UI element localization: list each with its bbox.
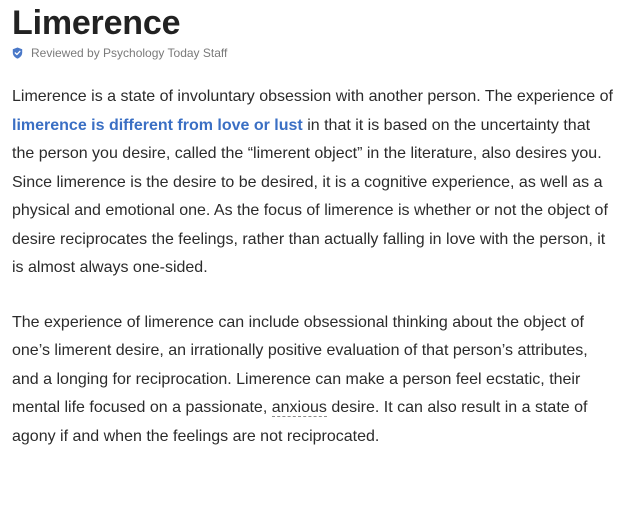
anxious-glossary-term[interactable]: anxious: [271, 399, 327, 416]
reviewed-by-text: Reviewed by Psychology Today Staff: [31, 46, 228, 60]
paragraph-2: [12, 309, 616, 452]
paragraph-2-text-start: The experience of limerence can include obsessional thinking about the object of one’s limerent desire, an irrationally positive evaluation of that person’s attributes, and a longing for reciprocation. Limerence can make a person feel ecstatic, their mental life focused on a passionate,: [12, 313, 588, 416]
article-body: [12, 83, 628, 451]
paragraph-1-text-end: in that it is based on the uncertainty that the person you desire, called the “limerent object” in the literature, also desires you. Since limerence is the desire to be desired, it is a cognitive experience, as well as a physical and emotional one. As the focus of limerence is whether or not the object of desire reciprocates the feelings, rather than actually falling in love with the person, it is almost always one-sided.: [12, 116, 608, 276]
paragraph-2-text-end: desire. It can also result in a state of agony if and when the feelings are not reciprocated.: [12, 399, 588, 445]
paragraph-1-text-start: Limerence is a state of involuntary obsession with another person. The experience of: [12, 88, 613, 105]
shield-check-icon: [12, 47, 23, 59]
paragraph-1: [12, 83, 616, 283]
reviewed-badge: [12, 45, 628, 61]
love-vs-lust-link[interactable]: limerence is different from love or lust: [12, 116, 303, 134]
page-title: Limerence: [12, 4, 181, 42]
